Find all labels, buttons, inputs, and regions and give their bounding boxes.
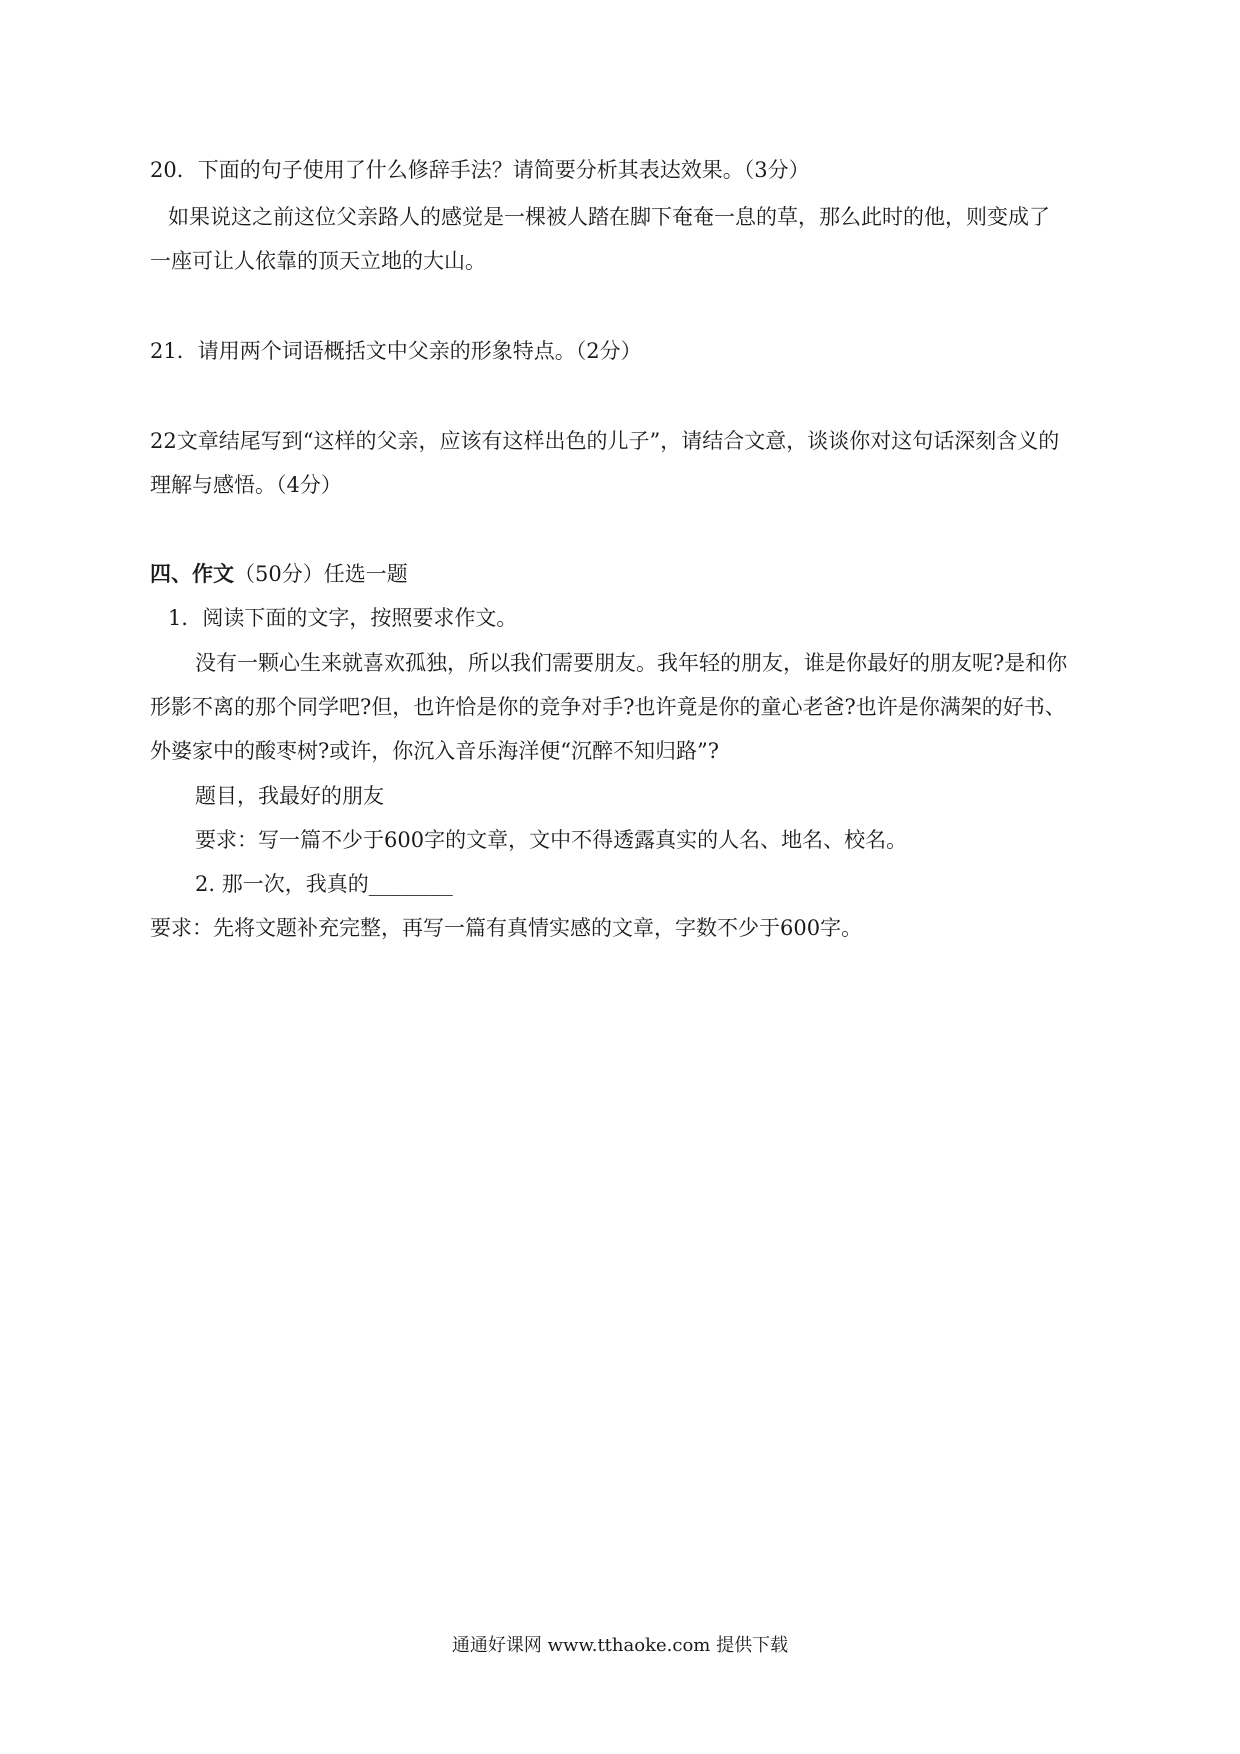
q21-prompt: 21．请用两个词语概括文中父亲的形象特点。（2分）: [150, 339, 642, 363]
section-4-subtitle: （50分）任选一题: [234, 562, 408, 586]
composition-item-1-title: 1．阅读下面的文字，按照要求作文。: [168, 606, 518, 630]
passage-line-2: 形影不离的那个同学吧?但，也许恰是你的竞争对手?也许竟是你的童心老爸?也许是你满架的好书、: [150, 695, 1066, 719]
section-4-heading: [150, 560, 408, 588]
page-footer: 通通好课网 www.tthaoke.com 提供下载: [451, 1635, 789, 1656]
q20-prompt: 20．下面的句子使用了什么修辞手法？请简要分析其表达效果。（3分）: [150, 158, 810, 182]
composition-topic: 题目，我最好的朋友: [195, 784, 384, 808]
passage-line-1: 没有一颗心生来就喜欢孤独，所以我们需要朋友。我年轻的朋友，谁是你最好的朋友呢?是和你: [195, 651, 1068, 675]
q20-quote-line-1: 如果说这之前这位父亲路人的感觉是一棵被人踏在脚下奄奄一息的草，那么此时的他，则变成了: [168, 205, 1050, 229]
q22-prompt-line-2: 理解与感悟。（4分）: [150, 473, 342, 497]
q22-prompt-line-1: 22文章结尾写到“这样的父亲，应该有这样出色的儿子”，请结合文意，谈谈你对这句话深刻含义的: [150, 429, 1060, 453]
q20-quote-line-2: 一座可让人依靠的顶天立地的大山。: [150, 249, 486, 273]
composition-requirement-1: 要求：写一篇不少于600字的文章，文中不得透露真实的人名、地名、校名。: [195, 828, 908, 852]
passage-line-3: 外婆家中的酸枣树?或许，你沉入音乐海洋便“沉醉不知归路”?: [150, 739, 719, 763]
composition-requirement-2: 要求：先将文题补充完整，再写一篇有真情实感的文章，字数不少于600字。: [150, 916, 863, 940]
section-4-title: 四、作文: [150, 561, 234, 586]
composition-item-2-title: 2. 那一次，我真的________: [195, 872, 453, 896]
